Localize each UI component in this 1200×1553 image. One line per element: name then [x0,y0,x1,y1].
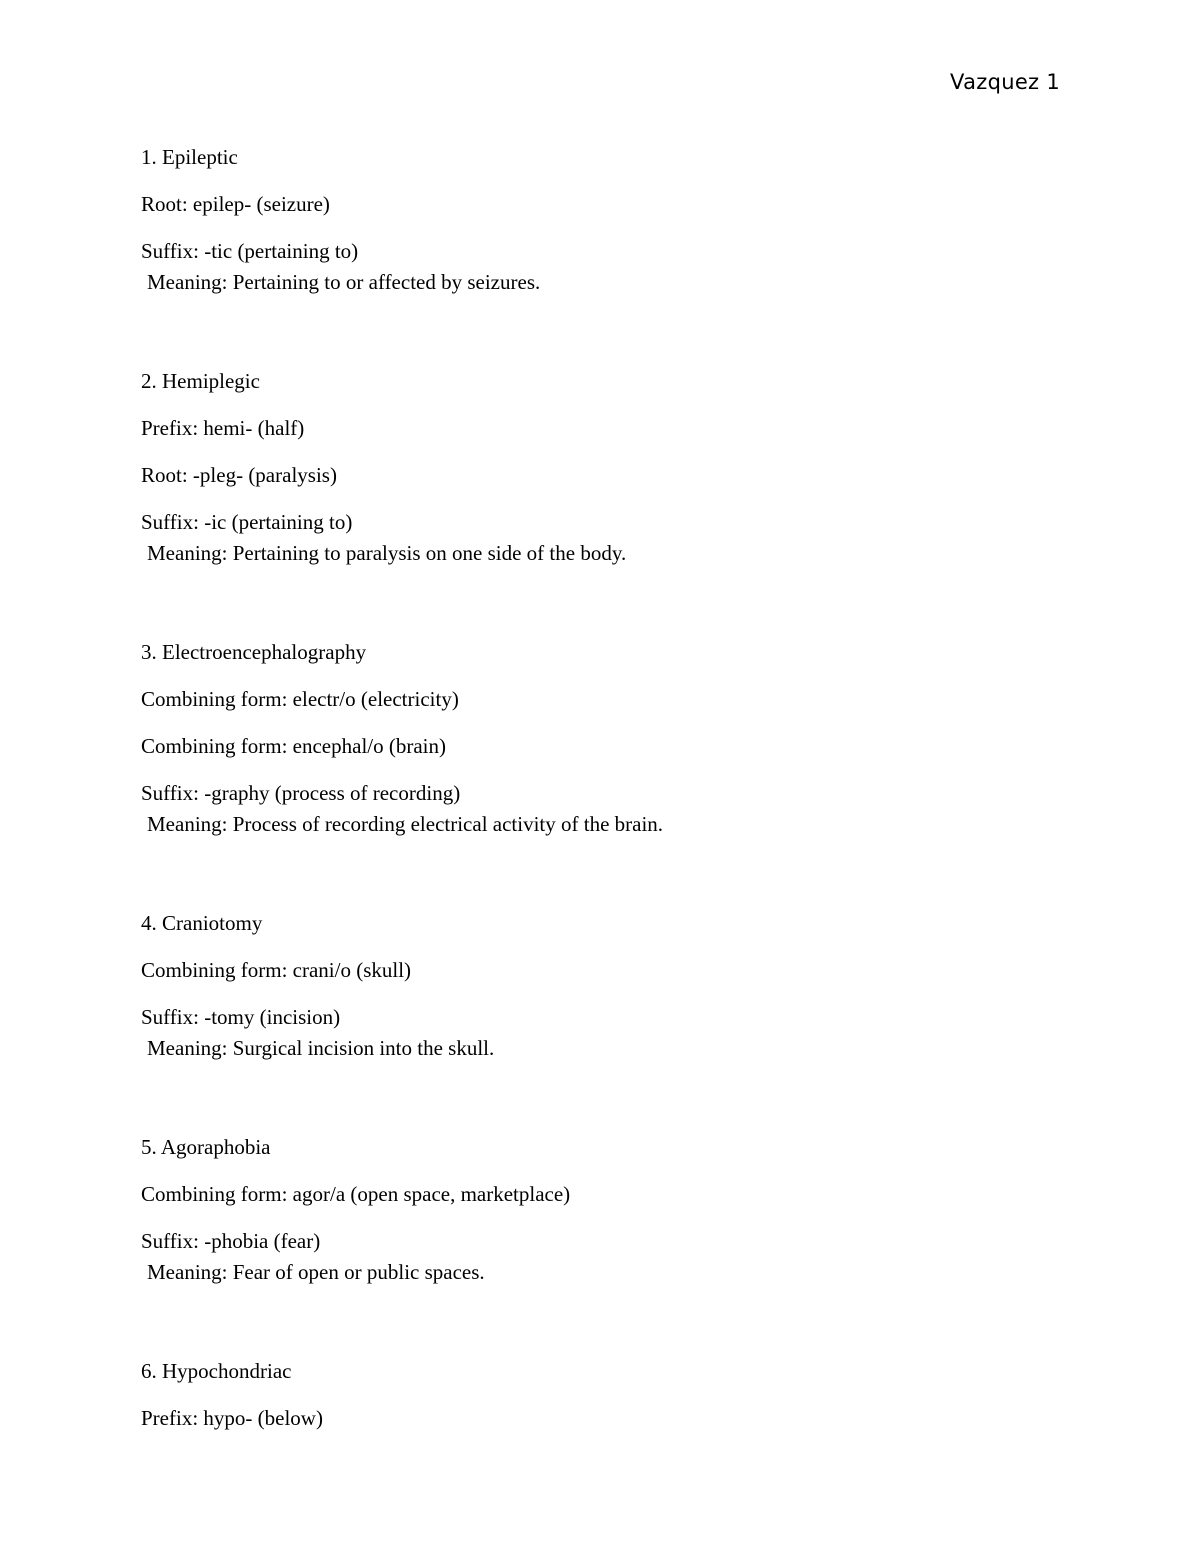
term-part: Prefix: hemi- (half) [141,416,305,440]
entry-agoraphobia [141,1132,1101,1288]
entry-electroencephalography [141,637,1101,840]
entry-epileptic [141,142,1101,298]
term-heading: 5. Agoraphobia [141,1135,271,1159]
document-body [141,142,1101,1502]
term-meaning: Meaning: Process of recording electrical activity of the brain. [147,812,664,836]
term-heading: 4. Craniotomy [141,911,263,935]
term-part: Suffix: -phobia (fear) [141,1229,321,1253]
term-part: Root: -pleg- (paralysis) [141,463,337,487]
entry-craniotomy [141,908,1101,1064]
term-part: Suffix: -tic (pertaining to) [141,239,359,263]
term-part: Combining form: encephal/o (brain) [141,734,447,758]
term-meaning: Meaning: Fear of open or public spaces. [147,1260,485,1284]
term-part: Suffix: -graphy (process of recording) [141,781,461,805]
term-part: Suffix: -tomy (incision) [141,1005,341,1029]
term-heading: 2. Hemiplegic [141,369,260,393]
term-meaning: Meaning: Surgical incision into the skull. [147,1036,495,1060]
term-heading: 6. Hypochondriac [141,1359,292,1383]
term-part: Combining form: agor/a (open space, marketplace) [141,1182,571,1206]
term-heading: 1. Epileptic [141,145,238,169]
term-part: Prefix: hypo- (below) [141,1406,323,1430]
term-part: Combining form: crani/o (skull) [141,958,412,982]
term-part: Combining form: electr/o (electricity) [141,687,459,711]
term-part: Suffix: -ic (pertaining to) [141,510,353,534]
entry-hemiplegic [141,366,1101,569]
term-part: Root: epilep- (seizure) [141,192,330,216]
term-meaning: Meaning: Pertaining to paralysis on one side of the body. [147,541,627,565]
term-meaning: Meaning: Pertaining to or affected by seizures. [147,270,541,294]
page-header: Vazquez 1 [950,70,1060,94]
term-heading: 3. Electroencephalography [141,640,367,664]
entry-hypochondriac [141,1356,1101,1434]
